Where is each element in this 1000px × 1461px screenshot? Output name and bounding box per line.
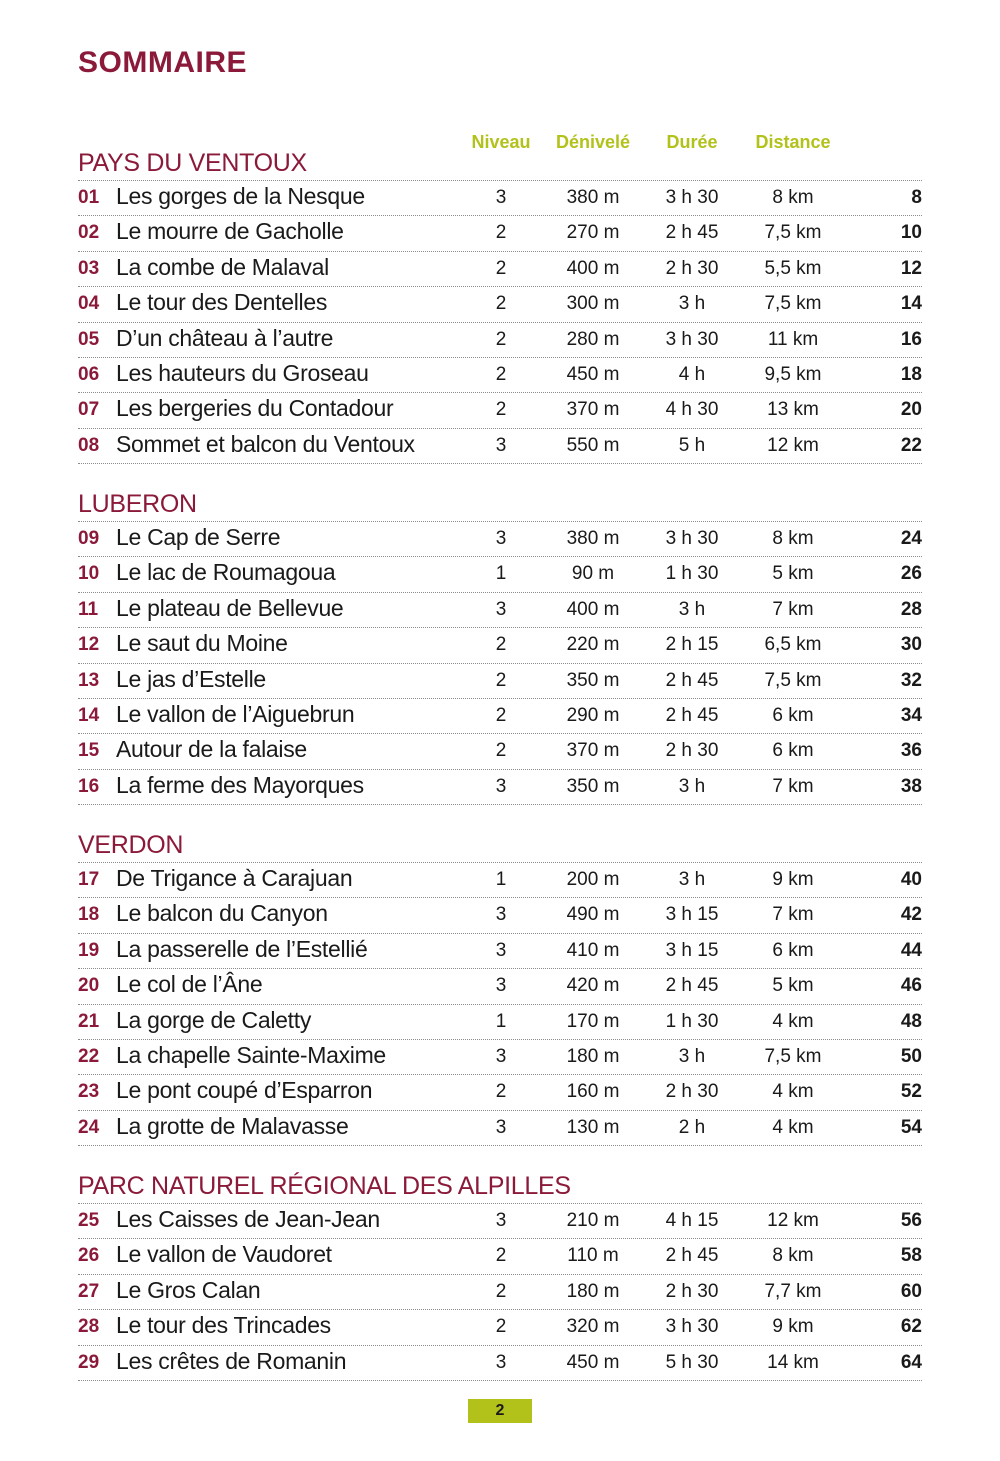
hike-elevation: 490 m xyxy=(566,904,620,926)
hike-distance: 7,7 km xyxy=(764,1280,822,1302)
hike-level: 2 xyxy=(495,669,507,691)
hike-page: 60 xyxy=(900,1280,922,1302)
hike-title: Autour de la falaise xyxy=(116,736,307,763)
page-title: SOMMAIRE xyxy=(78,46,247,79)
hike-duration: 3 h 30 xyxy=(665,528,719,549)
hike-distance: 9,5 km xyxy=(764,363,822,385)
toc-row[interactable] xyxy=(78,1005,922,1040)
hike-distance: 4 km xyxy=(772,1081,814,1103)
hike-duration: 5 h 30 xyxy=(665,1351,719,1373)
hike-distance: 5 km xyxy=(772,975,814,997)
hike-elevation: 210 m xyxy=(566,1210,620,1231)
page-number: 2 xyxy=(468,1399,532,1423)
hike-number: 29 xyxy=(78,1351,100,1373)
hike-page: 22 xyxy=(900,434,922,456)
hike-title: Les gorges de la Nesque xyxy=(116,183,365,209)
hike-duration: 3 h xyxy=(678,775,706,797)
hike-duration: 2 h 45 xyxy=(665,669,719,691)
hike-page: 54 xyxy=(900,1116,922,1138)
hike-elevation: 400 m xyxy=(566,257,620,279)
hike-number: 28 xyxy=(78,1316,100,1338)
hike-distance: 6,5 km xyxy=(764,634,822,656)
toc-row[interactable] xyxy=(78,216,922,251)
hike-level: 2 xyxy=(495,363,507,385)
hike-page: 26 xyxy=(900,563,922,585)
hike-number: 23 xyxy=(78,1081,100,1103)
hike-page: 12 xyxy=(900,257,922,279)
toc-row[interactable] xyxy=(78,358,922,393)
hike-level: 2 xyxy=(495,634,507,656)
hike-title: Les bergeries du Contadour xyxy=(116,395,394,422)
hike-duration: 2 h 30 xyxy=(665,257,719,279)
toc-row[interactable] xyxy=(78,1346,922,1381)
hike-number: 21 xyxy=(78,1010,100,1032)
hike-distance: 11 km xyxy=(767,328,819,350)
hike-title: Le tour des Trincades xyxy=(116,1312,331,1339)
hike-elevation: 350 m xyxy=(566,775,620,797)
toc-row[interactable] xyxy=(78,1111,922,1146)
hike-title: Le jas d’Estelle xyxy=(116,665,266,692)
hike-duration: 3 h xyxy=(678,869,706,890)
hike-duration: 1 h 30 xyxy=(665,1010,719,1032)
hike-page: 56 xyxy=(900,1210,922,1231)
hike-distance: 6 km xyxy=(772,939,814,961)
hike-duration: 2 h 30 xyxy=(665,1081,719,1103)
toc-row[interactable] xyxy=(78,393,922,428)
hike-level: 3 xyxy=(495,598,507,620)
hike-title: Le vallon de Vaudoret xyxy=(116,1241,332,1268)
hike-number: 17 xyxy=(78,869,100,890)
section-title: LUBERON xyxy=(78,487,922,522)
hike-level: 1 xyxy=(495,563,507,585)
hike-page: 40 xyxy=(900,869,922,890)
hike-number: 12 xyxy=(78,634,100,656)
hike-level: 2 xyxy=(495,257,507,279)
hike-elevation: 110 m xyxy=(567,1245,619,1267)
hike-duration: 2 h 45 xyxy=(665,704,719,726)
section xyxy=(78,828,922,1146)
hike-number: 01 xyxy=(78,187,100,208)
hike-level: 2 xyxy=(495,1280,507,1302)
hike-level: 3 xyxy=(495,1116,507,1138)
section-title: VERDON xyxy=(78,828,922,863)
hike-level: 1 xyxy=(495,869,507,890)
hike-number: 03 xyxy=(78,257,100,279)
hike-title: Les Caisses de Jean-Jean xyxy=(116,1206,380,1232)
toc-row[interactable] xyxy=(78,1204,922,1239)
hike-number: 06 xyxy=(78,363,100,385)
hike-title: Les crêtes de Romanin xyxy=(116,1347,347,1374)
hike-elevation: 380 m xyxy=(566,528,620,549)
hike-duration: 2 h 30 xyxy=(665,1280,719,1302)
hike-level: 3 xyxy=(495,1045,507,1067)
hike-level: 3 xyxy=(495,775,507,797)
hike-page: 14 xyxy=(900,293,922,315)
hike-title: Le pont coupé d’Esparron xyxy=(116,1077,373,1104)
hike-distance: 7,5 km xyxy=(764,293,822,315)
hike-level: 2 xyxy=(495,740,507,762)
toc-row[interactable] xyxy=(78,323,922,358)
hike-distance: 7 km xyxy=(772,904,814,926)
hike-duration: 1 h 30 xyxy=(665,563,719,585)
hike-elevation: 270 m xyxy=(566,222,620,244)
hike-duration: 2 h 45 xyxy=(665,975,719,997)
hike-level: 3 xyxy=(495,1210,507,1231)
toc-row[interactable] xyxy=(78,969,922,1004)
toc-row[interactable] xyxy=(78,252,922,287)
hike-duration: 3 h 30 xyxy=(665,1316,719,1338)
hike-distance: 6 km xyxy=(772,740,814,762)
hike-elevation: 220 m xyxy=(566,634,620,656)
hike-number: 25 xyxy=(78,1210,100,1231)
hike-distance: 4 km xyxy=(772,1116,814,1138)
hike-title: Le saut du Moine xyxy=(116,630,288,657)
toc-row[interactable] xyxy=(78,934,922,969)
hike-duration: 3 h 30 xyxy=(665,328,719,350)
hike-title: D’un château à l’autre xyxy=(116,324,334,351)
hike-elevation: 180 m xyxy=(566,1045,620,1067)
hike-elevation: 370 m xyxy=(566,740,620,762)
column-header-duree: Durée xyxy=(666,132,718,152)
hike-page: 32 xyxy=(900,669,922,691)
hike-number: 05 xyxy=(78,328,100,350)
toc-row[interactable] xyxy=(78,557,922,592)
hike-distance: 7 km xyxy=(772,598,814,620)
hike-level: 2 xyxy=(495,328,507,350)
section xyxy=(78,146,922,464)
hike-distance: 5,5 km xyxy=(764,257,822,279)
hike-number: 11 xyxy=(78,598,99,620)
hike-title: Le Gros Calan xyxy=(116,1276,261,1303)
hike-page: 28 xyxy=(900,598,922,620)
toc-row[interactable] xyxy=(78,1239,922,1274)
hike-page: 10 xyxy=(900,222,922,244)
hike-number: 13 xyxy=(78,669,100,691)
hike-elevation: 280 m xyxy=(566,328,620,350)
hike-page: 48 xyxy=(900,1010,922,1032)
hike-level: 2 xyxy=(495,222,507,244)
hike-duration: 2 h 15 xyxy=(665,634,719,656)
hike-level: 3 xyxy=(495,939,507,961)
hike-page: 42 xyxy=(900,904,922,926)
hike-page: 34 xyxy=(900,704,922,726)
hike-level: 3 xyxy=(495,904,507,926)
hike-elevation: 200 m xyxy=(566,869,620,890)
hike-duration: 3 h xyxy=(678,598,706,620)
toc-row[interactable] xyxy=(78,770,922,805)
hike-number: 18 xyxy=(78,904,100,926)
hike-level: 1 xyxy=(495,1010,507,1032)
hike-distance: 8 km xyxy=(772,187,814,208)
hike-distance: 6 km xyxy=(772,704,814,726)
hike-title: La passerelle de l’Estellié xyxy=(116,935,368,962)
hike-duration: 2 h 45 xyxy=(665,1245,719,1267)
hike-number: 26 xyxy=(78,1245,100,1267)
hike-elevation: 320 m xyxy=(566,1316,620,1338)
hike-distance: 7 km xyxy=(772,775,814,797)
hike-number: 04 xyxy=(78,293,100,315)
hike-duration: 3 h xyxy=(678,293,706,315)
hike-number: 19 xyxy=(78,939,100,961)
hike-duration: 3 h 15 xyxy=(665,939,719,961)
hike-number: 22 xyxy=(78,1045,100,1067)
hike-elevation: 410 m xyxy=(566,939,620,961)
toc-row[interactable] xyxy=(78,628,922,663)
hike-page: 18 xyxy=(900,363,922,385)
hike-distance: 4 km xyxy=(772,1010,814,1032)
toc-row[interactable] xyxy=(78,522,922,557)
hike-page: 44 xyxy=(900,939,922,961)
hike-distance: 14 km xyxy=(767,1351,819,1373)
toc-row[interactable] xyxy=(78,1275,922,1310)
hike-title: La chapelle Sainte-Maxime xyxy=(116,1041,386,1068)
hike-title: De Trigance à Carajuan xyxy=(116,865,353,891)
hike-duration: 2 h 45 xyxy=(665,222,719,244)
hike-distance: 12 km xyxy=(767,1210,819,1231)
hike-number: 15 xyxy=(78,740,100,762)
toc-row[interactable] xyxy=(78,593,922,628)
hike-duration: 5 h xyxy=(678,434,706,456)
hike-duration: 4 h 30 xyxy=(665,399,719,421)
toc-row[interactable] xyxy=(78,1040,922,1075)
hike-elevation: 90 m xyxy=(571,563,615,585)
hike-duration: 3 h xyxy=(678,1045,706,1067)
toc-row[interactable] xyxy=(78,664,922,699)
hike-elevation: 400 m xyxy=(566,598,620,620)
hike-distance: 7,5 km xyxy=(764,1045,822,1067)
hike-distance: 9 km xyxy=(772,869,814,890)
toc-row[interactable] xyxy=(78,699,922,734)
hike-page: 62 xyxy=(900,1316,922,1338)
hike-page: 16 xyxy=(900,328,922,350)
hike-elevation: 300 m xyxy=(566,293,620,315)
hike-duration: 3 h 15 xyxy=(665,904,719,926)
hike-distance: 12 km xyxy=(767,434,819,456)
hike-page: 52 xyxy=(900,1081,922,1103)
toc-row[interactable] xyxy=(78,863,922,898)
hike-number: 08 xyxy=(78,434,100,456)
section-title: PAYS DU VENTOUX xyxy=(78,146,922,181)
hike-level: 2 xyxy=(495,704,507,726)
hike-title: La ferme des Mayorques xyxy=(116,771,364,798)
hike-page: 30 xyxy=(900,634,922,656)
hike-distance: 7,5 km xyxy=(764,669,822,691)
hike-title: La gorge de Caletty xyxy=(116,1006,312,1033)
hike-number: 27 xyxy=(78,1280,100,1302)
hike-title: Le tour des Dentelles xyxy=(116,289,328,316)
hike-title: Les hauteurs du Groseau xyxy=(116,359,369,386)
section xyxy=(78,487,922,805)
hike-duration: 2 h 30 xyxy=(665,740,719,762)
hike-duration: 2 h xyxy=(678,1116,706,1138)
hike-level: 3 xyxy=(495,975,507,997)
hike-level: 2 xyxy=(495,1245,507,1267)
hike-number: 10 xyxy=(78,563,100,585)
hike-level: 2 xyxy=(495,399,507,421)
hike-elevation: 380 m xyxy=(566,187,620,208)
hike-number: 07 xyxy=(78,399,100,421)
hike-number: 09 xyxy=(78,528,100,549)
hike-title: Le mourre de Gacholle xyxy=(116,218,344,245)
hike-elevation: 350 m xyxy=(566,669,620,691)
hike-duration: 4 h xyxy=(678,363,706,385)
hike-elevation: 450 m xyxy=(566,363,620,385)
hike-page: 20 xyxy=(900,399,922,421)
hike-title: Le lac de Roumagoua xyxy=(116,559,336,586)
toc-row[interactable] xyxy=(78,734,922,769)
toc-row[interactable] xyxy=(78,287,922,322)
hike-page: 36 xyxy=(900,740,922,762)
hike-elevation: 550 m xyxy=(566,434,620,456)
section xyxy=(78,1169,922,1381)
hike-page: 46 xyxy=(900,975,922,997)
hike-distance: 7,5 km xyxy=(764,222,822,244)
hike-page: 64 xyxy=(900,1351,922,1373)
hike-elevation: 170 m xyxy=(566,1010,620,1032)
hike-title: La grotte de Malavasse xyxy=(116,1112,349,1139)
hike-distance: 8 km xyxy=(772,528,814,549)
toc-row[interactable] xyxy=(78,1075,922,1110)
hike-title: Le Cap de Serre xyxy=(116,524,281,550)
hike-distance: 9 km xyxy=(772,1316,814,1338)
hike-number: 24 xyxy=(78,1116,100,1138)
hike-number: 16 xyxy=(78,775,100,797)
hike-elevation: 370 m xyxy=(566,399,620,421)
toc-row[interactable] xyxy=(78,898,922,933)
hike-page: 38 xyxy=(900,775,922,797)
toc-row[interactable] xyxy=(78,429,922,464)
hike-title: Sommet et balcon du Ventoux xyxy=(116,430,415,457)
toc-row[interactable] xyxy=(78,1310,922,1345)
hike-title: La combe de Malaval xyxy=(116,253,329,280)
column-header-niveau: Niveau xyxy=(471,132,531,152)
hike-level: 3 xyxy=(495,187,507,208)
section-title: PARC NATUREL RÉGIONAL DES ALPILLES xyxy=(78,1169,922,1204)
toc-row[interactable] xyxy=(78,181,922,216)
hike-number: 20 xyxy=(78,975,100,997)
hike-level: 2 xyxy=(495,293,507,315)
hike-elevation: 160 m xyxy=(566,1081,620,1103)
hike-page: 8 xyxy=(911,187,922,208)
hike-number: 14 xyxy=(78,704,100,726)
hike-elevation: 130 m xyxy=(566,1116,620,1138)
hike-level: 3 xyxy=(495,528,507,549)
hike-number: 02 xyxy=(78,222,100,244)
hike-title: Le plateau de Bellevue xyxy=(116,594,344,621)
column-header-denivele: Dénivelé xyxy=(555,132,631,152)
column-header-distance: Distance xyxy=(755,132,831,152)
hike-duration: 3 h 30 xyxy=(665,187,719,208)
hike-elevation: 180 m xyxy=(566,1280,620,1302)
hike-page: 50 xyxy=(900,1045,922,1067)
hike-elevation: 290 m xyxy=(566,704,620,726)
hike-elevation: 420 m xyxy=(566,975,620,997)
hike-title: Le balcon du Canyon xyxy=(116,900,328,927)
hike-distance: 13 km xyxy=(767,399,819,421)
hike-distance: 5 km xyxy=(772,563,814,585)
hike-title: Le vallon de l’Aiguebrun xyxy=(116,700,355,727)
hike-elevation: 450 m xyxy=(566,1351,620,1373)
hike-distance: 8 km xyxy=(772,1245,814,1267)
hike-page: 58 xyxy=(900,1245,922,1267)
hike-title: Le col de l’Âne xyxy=(116,971,263,998)
hike-level: 2 xyxy=(495,1081,507,1103)
hike-page: 24 xyxy=(900,528,922,549)
hike-level: 3 xyxy=(495,1351,507,1373)
hike-duration: 4 h 15 xyxy=(665,1210,719,1231)
hike-level: 3 xyxy=(495,434,507,456)
hike-level: 2 xyxy=(495,1316,507,1338)
